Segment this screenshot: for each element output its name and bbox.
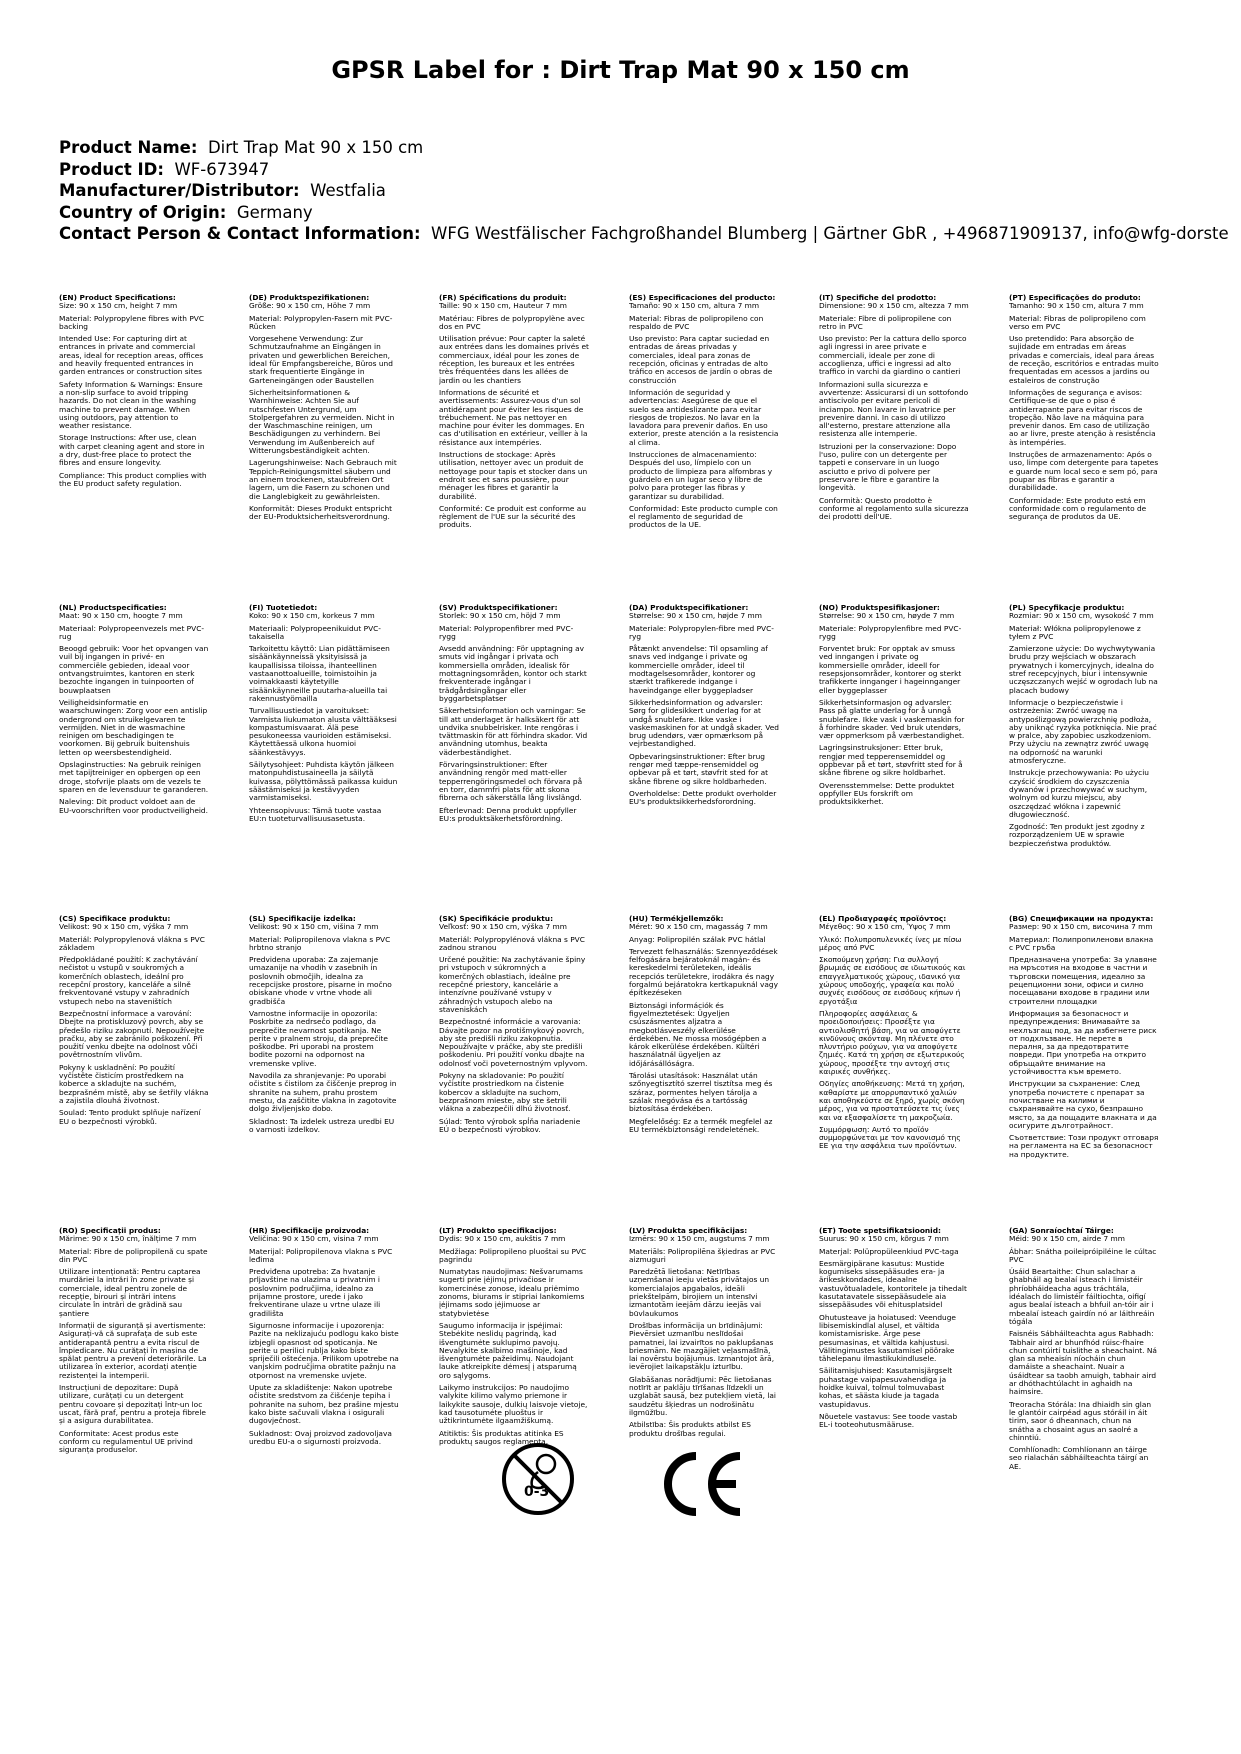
spec-heading: (ET) Toote spetsifikatsioonid: xyxy=(819,1227,941,1235)
spec-paragraph: Compliance: This product complies with the EU product safety regulation. xyxy=(59,470,207,488)
spec-paragraph: Sigurnosne informacije i upozorenja: Pazite na neklizajuću podlogu kako biste izbjegli opasnost od spoticanja. Ne perite u perilici rublja kako biste spriječili oštećenja. Prilikom upotrebe na vanjskim područjima obratite pažnju na otpornost na vremenske uvjete. xyxy=(249,1320,399,1380)
spec-paragraph: Uso previsto: Para captar suciedad en entradas de áreas privadas y comerciales, ideal para zonas de recepción, oficinas y entradas de alto tráfico en accesos de jardín o obras de construcción xyxy=(629,334,773,385)
spec-paragraph: Paredzētā lietošana: Netīrības uzņemšanai ieeju vietās privātajos un komercialajos apgabalos, ideāli priekštelpām, birojiem un intensīvi izmantotām ieejām dārzu ieejās vai būvlaukumos xyxy=(629,1267,770,1318)
info-row xyxy=(59,137,1241,159)
spec-paragraph: Rozmiar: 90 x 150 cm, wysokość 7 mm xyxy=(1009,611,1154,621)
spec-heading: (NL) Productspecificaties: xyxy=(59,604,167,612)
spec-heading: (CS) Specifikace produktu: xyxy=(59,915,171,923)
spec-paragraph: Informações de segurança e avisos: Certifique-se de que o piso é antiderrapante para evitar riscos de tropeção. Não lave na máquina para prevenir danos. Em caso de utilização ao ar livre, preste atenção à resistência às intempéries. xyxy=(1009,387,1156,447)
spec-heading: (LT) Produkto specifikacijos: xyxy=(439,1227,557,1235)
spec-heading: (NO) Produktspesifikasjoner: xyxy=(819,604,940,612)
spec-paragraph: Velikost: 90 x 150 cm, výška 7 mm xyxy=(59,922,189,932)
spec-paragraph: Instructions de stockage: Après utilisation, nettoyer avec un produit de nettoyage pour tapis et stocker dans un endroit sec et sans poussière, pour ménager les fibres et garantir la durabilité. xyxy=(439,450,588,501)
spec-heading: (PL) Specyfikacje produktu: xyxy=(1009,604,1125,612)
spec-paragraph: Bezpečnostní informace a varování: Dbejte na protiskluzový povrch, aby se předešlo riziku zakopnutí. Nepoužívejte pračku, aby se zabránilo poškození. Při použití venku dbejte na odolnost vůči povětrnostním vlivům. xyxy=(59,1008,205,1060)
spec-paragraph: Съответствие: Този продукт отговаря на регламента на ЕС за безопасност на продуктите. xyxy=(1009,1133,1159,1159)
spec-paragraph: Súlad: Tento výrobok spĺňa nariadenie EÚ o bezpečnosti výrobkov. xyxy=(439,1116,581,1134)
info-key: Product Name: xyxy=(59,138,198,157)
spec-paragraph: Dimensione: 90 x 150 cm, altezza 7 mm xyxy=(819,301,969,311)
spec-paragraph: Πληροφορίες ασφάλειας & προειδοποιήσεις: Προσέξτε για αντιολισθητή βάση, για να αποφύγετε κινδύνους σκόνταψ. Μη πλένετε στο πλυντήριο ρούχων, για να αποφύγετε ζημιές. Κατά τη χρήση σε εξωτερικούς χώρους, προσέξτε την αντοχή στις καιρικές συνθήκες. xyxy=(819,1008,965,1077)
spec-paragraph: Upute za skladištenje: Nakon upotrebe očistite sredstvom za čišćenje tepiha i pohranite na suhom, bez prašine mjestu kako biste sačuvali vlakna i osigurali dugovječnost. xyxy=(249,1383,399,1426)
spec-paragraph: Sicherheitsinformationen & Warnhinweise: Achten Sie auf rutschfesten Untergrund, um Stolpergefahren zu vermeiden. Nicht in der Waschmaschine reinigen, um Beschädigungen zu verhindern. Bei Verwendung im Außenbereich auf Witterungsbeständigkeit achten. xyxy=(249,387,395,456)
spec-paragraph: Materjal: Polüpropüleenkiud PVC-taga xyxy=(819,1246,959,1256)
spec-heading: (FR) Spécifications du produit: xyxy=(439,294,567,302)
spec-block xyxy=(59,604,209,915)
spec-paragraph: Sukladnost: Ovaj proizvod zadovoljava uredbu EU-a o sigurnosti proizvoda. xyxy=(249,1428,392,1446)
spec-paragraph: Materiaali: Polypropeenikuidut PVC-takaisella xyxy=(249,623,381,641)
spec-paragraph: Tamanho: 90 x 150 cm, altura 7 mm xyxy=(1009,301,1144,311)
spec-paragraph: Laikymo instrukcijos: Po naudojimo valykite kilimo valymo priemone ir laikykite sausoje, dulkių laisvoje vietoje, kad tausotumėte pluoštus ir užtikrintumėte ilgaamžiškumą. xyxy=(439,1383,588,1426)
spec-paragraph: Materiale: Fibre di polipropilene con retro in PVC xyxy=(819,313,952,331)
spec-heading: (ES) Especificaciones del producto: xyxy=(629,294,776,302)
spec-paragraph: Treoracha Stórála: Ina dhiaidh sin glan le glantóir cairpéad agus stóráil in áit tirim, saor ó dheannach, chun na snátha a chosaint agus an saolré a chinntiú. xyxy=(1009,1399,1152,1442)
compliance-marks xyxy=(0,1430,1241,1550)
spec-paragraph: Lagringsinstruksjoner: Etter bruk, rengjør med tepperensemiddel og oppbevar på et tørt, støvfritt sted for å skåne fibrene og sikre holdbarhet. xyxy=(819,743,963,778)
spec-paragraph: Säilitamisjuhised: Kasutamisjärgselt puhastage vaipapesuvahendiga ja hoidke kuival, tolmul tolmuvabast kohas, et säästa kiude ja tagada vastupidavus. xyxy=(819,1366,953,1409)
info-key: Contact Person & Contact Information: xyxy=(59,224,421,243)
spec-paragraph: Συμμόρφωση: Αυτό το προϊόν συμμορφώνεται με τον κανονισμό της ΕΕ για την ασφάλεια των προϊόντων. xyxy=(819,1124,961,1151)
spec-paragraph: Tamaño: 90 x 150 cm, altura 7 mm xyxy=(629,301,760,311)
spec-paragraph: Uso previsto: Per la cattura dello sporco agli ingressi in aree private e commerciali, ideale per zone di accoglienza, uffici e ingressi ad alto traffico in varchi da giardino o cantieri xyxy=(819,334,967,377)
spec-paragraph: Taille: 90 x 150 cm, Hauteur 7 mm xyxy=(439,301,567,311)
info-value: Westfalia xyxy=(310,181,386,200)
spec-paragraph: Sikkerhetsinformasjon og advarsler: Pass på glatte underlag for å unngå snublefare. Ikke vask i vaskemaskin for å forhindre skader. Ved bruk utendørs, vær oppmerksom på værbestandighet. xyxy=(819,697,965,741)
spec-block xyxy=(249,915,399,1227)
spec-paragraph: Informații de siguranță și avertismente: Asigurați-vă că suprafața de sub este antiderapantă pentru a evita riscul de împiedicare. Nu curățați în mașina de spălat pentru a preveni deteriorările. La utilizarea în exterior, acordați atenție rezistenței la intemperii. xyxy=(59,1320,207,1380)
info-value: WFG Westfälischer Fachgroßhandel Blumberg | Gärtner GbR , +496871909137, info@wfg-dorste xyxy=(431,224,1229,243)
spec-paragraph: Nõuetele vastavus: See toode vastab EL-i tooteohutusmääruse. xyxy=(819,1411,958,1430)
info-value: Dirt Trap Mat 90 x 150 cm xyxy=(207,138,424,157)
spec-paragraph: Conformitate: Acest produs este conform cu regulamentul UE privind siguranța produselor. xyxy=(59,1428,193,1455)
spec-paragraph: Maat: 90 x 150 cm, hoogte 7 mm xyxy=(59,611,183,621)
spec-paragraph: Glabāšanas norādījumi: Pēc lietošanas notīrīt ar paklāju tīrīšanas līdzekli un uzglabāt sausā, bez putekļiem vietā, lai saudzētu šķiedras un nodrošinātu ilgmūžību. xyxy=(629,1374,776,1417)
spec-paragraph: Инструкции за съхранение: След употреба почистете с препарат за почистване на килими и съхранявайте на сухо, безпрашно място, за да пощадите влакната и да осигурите дълготрайност. xyxy=(1009,1079,1157,1130)
spec-paragraph: Koko: 90 x 150 cm, korkeus 7 mm xyxy=(249,611,375,621)
spec-paragraph: Material: Polipropilenova vlakna s PVC hrbtno stranjo xyxy=(249,934,391,952)
spec-paragraph: Størrelse: 90 x 150 cm, høyde 7 mm xyxy=(819,611,955,621)
spec-paragraph: Utilizare intenționată: Pentru captarea murdăriei la intrări în zone private și comerciale, ideal pentru zonele de recepție, birouri și intrări intens circulate în intrări de grădină sau șantiere xyxy=(59,1267,201,1318)
spec-heading: (HU) Termékjellemzők: xyxy=(629,915,724,923)
spec-paragraph: Turvallisuustiedot ja varoitukset: Varmista liukumaton alusta välttääksesi kompastumisvaarat. Älä pese pesukoneessa vaurioiden estämiseksi. Käytettäessä ulkona huomioi säänkestävyys. xyxy=(249,706,397,757)
spec-heading: (FI) Tuotetiedot: xyxy=(249,604,318,612)
spec-paragraph: Σκοπούμενη χρήση: Για συλλογή βρωμιάς σε εισόδους σε ιδιωτικούς και επαγγελματικούς χώρους, ιδανικό για χώρους υποδοχής, γραφεία και πολύ συχνές εισόδους σε εισόδους κήπων ή εργοτάξια xyxy=(819,955,966,1006)
svg-text:0-3: 0-3 xyxy=(524,1484,550,1500)
spec-paragraph: Drošības informācija un brīdinājumi: Pievērsiet uzmanību neslīdošai pamatnei, lai izvairītos no paklupšanas briesmām. Ne mazgājiet veļasmašīnā, lai novērstu bojājumus. Izmantojot ārā, ievērojiet laikapstākļu izturību. xyxy=(629,1320,775,1372)
spec-paragraph: Conformidade: Este produto está em conformidade com o regulamento de segurança de produtos da UE. xyxy=(1009,495,1147,522)
spec-block xyxy=(59,915,209,1227)
spec-paragraph: Информация за безопасност и предупреждения: Внимавайте за нехлъзгащ под, за да избегнете риск от подхлъзване. Не перете в пералня, за да предотвратите повреди. При употреба на открито обръщайте внимание на устойчивостта към времето. xyxy=(1009,1008,1157,1077)
spec-paragraph: Lagerungshinweise: Nach Gebrauch mit Teppich-Reinigungsmittel säubern und an einem trockenen, staubfreien Ort lagern, um die Fasern zu schonen und die Langlebigkeit zu gewährleisten. xyxy=(249,458,397,501)
spec-paragraph: Numatytas naudojimas: Nešvarumams sugerti prie įėjimų privačiose ir komercinėse zonose, idealu priėmimo zonoms, biurams ir stipriai lankomiems įėjimams sodo įėjimuose ar statybvietėse xyxy=(439,1267,585,1318)
spec-block xyxy=(249,294,399,604)
spec-paragraph: Overensstemmelse: Dette produktet oppfyller EUs forskrift om produktsikkerhet. xyxy=(819,780,955,807)
spec-paragraph: Veľkosť: 90 x 150 cm, výška 7 mm xyxy=(439,922,567,932)
spec-paragraph: Informations de sécurité et avertissements: Assurez-vous d'un sol antidérapant pour éviter les risques de trébuchement. Ne pas nettoyer en machine pour éviter les dommages. En cas d'utilisation en extérieur, veiller à la résistance aux intempéries. xyxy=(439,387,588,447)
info-value: Germany xyxy=(236,202,313,222)
spec-paragraph: Pokyny k uskladnění: Po použití vyčistěte čisticím prostředkem na koberce a skladujte na suchém, bezprašném místě, aby se šetřily vlákna a zajistila dlouhá životnost. xyxy=(59,1062,209,1105)
spec-block xyxy=(249,604,399,915)
spec-paragraph: Påtænkt anvendelse: Til opsamling af snavs ved indgange i private og kommercielle områder, ideel til modtagelsesområder, kontorer og stærkt trafikerede indgange i haveindgange eller byggepladser xyxy=(629,644,768,695)
spec-heading: (SL) Specifikacije izdelka: xyxy=(249,915,356,923)
info-key: Manufacturer/Distributor: xyxy=(59,181,300,200)
spec-paragraph: Anyag: Polipropilén szálak PVC hátlal xyxy=(629,934,766,944)
spec-paragraph: Conformidad: Este producto cumple con el reglamento de seguridad de productos de la UE. xyxy=(629,503,778,530)
spec-paragraph: Úsáid Beartaithe: Chun salachar a ghabháil ag bealaí isteach i limistéir phríobháideacha agus tráchtála, idéalach do limistéir fáiltiochta, oifigí agus bealaí isteach a bhfuil an-tóir air i mbealaí isteach gairdín nó ar láithreáin tógála xyxy=(1009,1267,1155,1326)
spec-paragraph: Intended Use: For capturing dirt at entrances in private and commercial areas, ideal for reception areas, offices and heavily frequented entrances in garden entrances or construction sites xyxy=(59,334,204,377)
spec-paragraph: Určené použitie: Na zachytávanie špiny pri vstupoch v súkromných a komerčných oblastiach, ideálne pre recepčné priestory, kancelárie a intenzívne používané vstupy v záhradných vstupoch alebo na staveniskách xyxy=(439,955,586,1014)
spec-block xyxy=(819,915,969,1227)
spec-paragraph: Saugumo informacija ir įspėjimai: Stebėkite neslidų pagrindą, kad išvengtumėte suklupimo pavojų. Nevalykite skalbimo mašinoje, kad išvengtumėte pažeidimų. Naudojant lauke atkreipkite dėmesį į atsparumą oro sąlygoms. xyxy=(439,1320,577,1380)
spec-paragraph: Información de seguridad y advertencias: Asegúrese de que el suelo sea antideslizante para evitar riesgos de tropiezos. No lavar en la lavadora para prevenir daños. En uso exterior, preste atención a la resistencia al clima. xyxy=(629,387,779,447)
spec-block xyxy=(819,294,969,604)
info-row xyxy=(59,159,1241,181)
spec-paragraph: Beoogd gebruik: Voor het opvangen van vuil bij ingangen in privé- en commerciële gebieden, ideaal voor ontvangstruimtes, kantoren en sterk bezochte ingangen in tuinpoorten of bouwplaatsen xyxy=(59,644,209,695)
info-key: Product ID: xyxy=(59,159,164,179)
spec-paragraph: Avsedd användning: För upptagning av smuts vid ingångar i privata och kommersiella områden, idealisk för mottagningsområden, kontor och starkt frekventerade ingångar i trädgårdsingångar eller byggarbetsplatser xyxy=(439,644,587,703)
spec-paragraph: Material: Fibras de polipropileno com verso em PVC xyxy=(1009,313,1146,331)
spec-heading: (HR) Specifikacije proizvoda: xyxy=(249,1227,370,1235)
spec-paragraph: Materiāls: Polipropilēna šķiedras ar PVC aizmuguri xyxy=(629,1246,776,1264)
product-info xyxy=(59,137,1241,245)
spec-paragraph: Zgodność: Ten produkt jest zgodny z rozporządzeniem UE w sprawie bezpieczeństwa produktów. xyxy=(1009,822,1145,848)
spec-paragraph: Zamierzone użycie: Do wychwytywania brudu przy wejściach w obszarach prywatnych i komercyjnych, idealna do stref recepcyjnych, biur i intensywnie uczęszczanych wejść w ogrodach lub na placach budowy xyxy=(1009,644,1158,695)
spec-paragraph: Storlek: 90 x 150 cm, höjd 7 mm xyxy=(439,611,561,621)
spec-paragraph: Säilytysohjeet: Puhdista käytön jälkeen matonpuhdistusaineella ja säilytä kuivassa, pölyttömässä paikassa kuidun säästämiseksi ja kestävyyden varmistamiseksi. xyxy=(249,760,398,803)
spec-paragraph: Ábhar: Snátha poileipróipiléine le cúltac PVC xyxy=(1009,1246,1157,1264)
spec-paragraph: Informacje o bezpieczeństwie i ostrzeżenia: Zwróć uwagę na antypoślizgową powierzchnię podłoża, aby uniknąć ryzyka potknięcia. Nie prać w pralce, aby zapobiec uszkodzeniom. Przy użyciu na zewnątrz zwróć uwagę na odporność na warunki atmosferyczne. xyxy=(1009,697,1157,766)
spec-paragraph: Skladnost: Ta izdelek ustreza uredbi EU o varnosti izdelkov. xyxy=(249,1116,395,1134)
spec-heading: (PT) Especificações do produto: xyxy=(1009,294,1141,302)
spec-paragraph: Material: Fibre de polipropilenă cu spate din PVC xyxy=(59,1246,208,1264)
spec-paragraph: Bezpečnostné informácie a varovania: Dávajte pozor na protišmykový povrch, aby ste predišli riziku zakopnutia. Nepoužívajte v práčke, aby ste predišli poškodeniu. Pri použití vonku dbajte na odolnosť voči poveternostným vplyvom. xyxy=(439,1017,588,1068)
spec-paragraph: Οδηγίες αποθήκευσης: Μετά τη χρήση, καθαρίστε με απορρυπαντικό χαλιών και αποθηκεύστε σε ξηρό, χωρίς σκόνη μέρος, για να προστατεύσετε τις ίνες και να εξασφαλίσετε τη μακροζωία. xyxy=(819,1079,965,1122)
spec-paragraph: Megfelelőség: Ez a termék megfelel az EU termékbiztonsági rendeletének. xyxy=(629,1116,773,1134)
spec-block xyxy=(629,294,779,604)
spec-paragraph: Forventet bruk: For opptak av smuss ved inngangen i private og kommersielle områder, ideell for resepsjonsområder, kontorer og sterkt trafikkerte innganger i hageinnganger eller byggeplasser xyxy=(819,644,962,695)
spec-block xyxy=(629,604,779,915)
spec-paragraph: Material: Polypropylene fibres with PVC backing xyxy=(59,313,205,331)
spec-block xyxy=(439,915,589,1227)
spec-paragraph: Atbilstība: Šis produkts atbilst ES produktu drošības regulai. xyxy=(629,1420,751,1438)
spec-paragraph: Predviđena upotreba: Za hvatanje prljavštine na ulazima u privatnim i poslovnim područjima, idealno za prijamne prostore, urede i jako frekventirane ulaze u vrtne ulaze ili gradilišta xyxy=(249,1267,381,1318)
info-row xyxy=(59,223,1241,245)
spec-paragraph: Conformità: Questo prodotto è conforme al regolamento sulla sicurezza dei prodotti dell'UE. xyxy=(819,495,969,522)
ce-mark-icon xyxy=(660,1450,744,1522)
info-value: WF-673947 xyxy=(174,159,270,179)
spec-block xyxy=(1009,915,1159,1227)
spec-heading: (GA) Sonraíochtaí Táirge: xyxy=(1009,1227,1114,1235)
spec-paragraph: Förvaringsinstruktioner: Efter användning rengör med matt-eller tepperrengöringsmedel och förvara på en torr, dammfri plats för att skona fibrerna och säkerställa lång livslängd. xyxy=(439,760,583,803)
spec-paragraph: Instruções de armazenamento: Após o uso, limpe com detergente para tapetes e guarde num local seco e sem pó, para poupar as fibras e garantir a durabilidade. xyxy=(1009,450,1159,493)
spec-paragraph: Tervezett felhasználás: Szennyeződések felfogására bejáratoknál magán- és kereskedelmi területeken, ideális recepciós területekre, irodákra és nagy forgalmú bejáratokra kertkapuknál vagy építkezéseken xyxy=(629,946,778,998)
spec-paragraph: Medžiaga: Polipropileno pluoštai su PVC pagrindu xyxy=(439,1246,587,1264)
spec-paragraph: Material: Fibras de polipropileno con respaldo de PVC xyxy=(629,313,764,331)
spec-heading: (RO) Specificații produs: xyxy=(59,1227,161,1235)
spec-paragraph: Yhteensopivuus: Tämä tuote vastaa EU:n tuoteturvallisuusasetusta. xyxy=(249,805,382,823)
spec-block xyxy=(439,294,589,604)
spec-paragraph: Predvidena uporaba: Za zajemanje umazanije na vhodih v zasebnih in poslovnih območjih, idealna za recepcijske prostore, pisarne in močno obiskane vhode v vrtne vhode ali gradbišča xyxy=(249,955,392,1006)
spec-paragraph: Materiaal: Polypropeenvezels met PVC-rug xyxy=(59,623,205,641)
spec-paragraph: Informazioni sulla sicurezza e avvertenze: Assicurarsi di un sottofondo antiscivolo per evitare pericoli di inciampo. Non lavare in lavatrice per prevenire danni. In caso di utilizzo all'esterno, prestare attenzione alla resistenza alle intemperie. xyxy=(819,379,969,439)
spec-paragraph: Soulad: Tento produkt splňuje nařízení EU o bezpečnosti výrobků. xyxy=(59,1108,201,1126)
spec-paragraph: Navodila za shranjevanje: Po uporabi očistite s čistilom za čiščenje preprog in shranite na suhem, prahu prostem mestu, da zaščitite vlakna in zagotovite dolgo življenjsko dobo. xyxy=(249,1071,397,1114)
spec-paragraph: Instrucciones de almacenamiento: Después del uso, límpielo con un producto de limpieza para alfombras y guárdelo en un lugar seco y libre de polvo para proteger las fibras y garantizar su durabilidad. xyxy=(629,450,773,501)
spec-paragraph: Utilisation prévue: Pour capter la saleté aux entrées dans les domaines privés et commerciaux, idéal pour les zones de réception, les bureaux et les entrées très fréquentées dans les allées de jardin ou les chantiers xyxy=(439,334,589,385)
spec-paragraph: Předpokládané použití: K zachytávání nečistot u vstupů v soukromých a komerčních oblastech, ideální pro recepční prostory, kanceláře a silně frekventované vstupy v zahradních vstupech nebo na staveništích xyxy=(59,955,198,1006)
spec-paragraph: Υλικό: Πολυπροπυλενικές ίνες με πίσω μέρος από PVC xyxy=(819,934,962,952)
spec-paragraph: Materiál: Polypropylenová vlákna s PVC základem xyxy=(59,934,205,952)
age-warning-0-3-icon xyxy=(500,1434,576,1528)
spec-paragraph: Pokyny na skladovanie: Po použití vyčistite prostriedkom na čistenie kobercov a skladujte na suchom, bezprašnom mieste, aby ste šetrili vlákna a zabezpečili dlhú životnosť. xyxy=(439,1071,571,1114)
spec-heading: (DE) Produktspezifikationen: xyxy=(249,294,370,302)
spec-paragraph: Material: Polypropylen-Fasern mit PVC-Rücken xyxy=(249,313,393,331)
spec-paragraph: Tarkoitettu käyttö: Lian pidättämiseen sisäänkäynneissä yksityisissä ja kaupallisissa tiloissa, ihanteellinen vastaanottoalueille, toimistoihin ja voimakkaasti käytetyille sisäänkäynneille puutarha-alueilla tai rakennustyömailla xyxy=(249,644,390,703)
spec-paragraph: Size: 90 x 150 cm, height 7 mm xyxy=(59,301,178,311)
spec-block xyxy=(59,294,209,604)
spec-paragraph: Méret: 90 x 150 cm, magasság 7 mm xyxy=(629,922,768,932)
spec-paragraph: Sikkerhedsinformation og advarsler: Sørg for glidesikkert underlag for at undgå snublefare. Ikke vaske i vaskemaskinen for at undgå skader. Ved brug udendørs, vær opmærksom på vejrbestandighed. xyxy=(629,697,779,749)
spec-heading: (LV) Produkta specifikācijas: xyxy=(629,1227,748,1235)
spec-heading: (SK) Špecifikácie produktu: xyxy=(439,915,554,923)
spec-paragraph: Materijal: Polipropilenova vlakna s PVC leđima xyxy=(249,1246,393,1264)
page-title: GPSR Label for : Dirt Trap Mat 90 x 150 cm xyxy=(331,56,910,84)
info-key: Country of Origin: xyxy=(59,202,227,222)
spec-paragraph: Материал: Полипропиленови влакна с PVC гръба xyxy=(1009,934,1154,952)
spec-heading: (DA) Produktspecifikationer: xyxy=(629,604,749,612)
spec-paragraph: Materiale: Polypropylen-fibre med PVC-ryg xyxy=(629,623,774,641)
spec-heading: (EL) Προδιαγραφές προϊόντος: xyxy=(819,915,947,923)
spec-paragraph: Materiál: Polypropylénová vlákna s PVC zadnou stranou xyxy=(439,934,585,952)
spec-paragraph: Materiał: Włókna polipropylenowe z tyłem z PVC xyxy=(1009,623,1141,641)
info-row xyxy=(59,202,1241,224)
spec-paragraph: Instrukcje przechowywania: Po użyciu czyścić środkiem do czyszczenia dywanów i przechowywać w suchym, wolnym od kurzu miejscu, aby oszczędzać włókna i zapewnić długowieczność. xyxy=(1009,768,1149,819)
spec-block xyxy=(439,604,589,915)
spec-paragraph: Istruzioni per la conservazione: Dopo l'uso, pulire con un detergente per tappeti e conservare in un luogo asciutto e privo di polvere per preservare le fibre e garantire la longevità. xyxy=(819,441,957,493)
spec-paragraph: Biztonsági információk és figyelmeztetések: Ügyeljen csúszásmentes aljzatra a megbotlásveszély elkerülése érdekében. Ne mossa mosógépben a károk elkerülése érdekében. Kültéri használatnál ügyeljen az időjárásállóságra. xyxy=(629,1000,767,1068)
spec-paragraph: Предназначена употреба: За улавяне на мръсотия на входове в частни и търговски помещения, идеално за рецепционни зони, офиси и силно посещавани входове в градини или строителни площадки xyxy=(1009,955,1157,1006)
spec-paragraph: Comhlíonadh: Comhlíonann an táirge seo rialachán sábháilteachta táirgí an AE. xyxy=(1009,1445,1149,1471)
spec-block xyxy=(629,915,779,1227)
spec-paragraph: Izmērs: 90 x 150 cm, augstums 7 mm xyxy=(629,1234,770,1244)
info-row xyxy=(59,180,1241,202)
spec-paragraph: Overholdelse: Dette produkt overholder EU's produktsikkerhedsforordning. xyxy=(629,788,777,807)
spec-paragraph: Opslaginstructies: Na gebruik reinigen met tapijtreiniger en opbergen op een droge, stofvrije plaats om de vezels te sparen en de levensduur te garanderen. xyxy=(59,760,209,794)
spec-paragraph: Opbevaringsinstruktioner: Efter brug rengør med tæppe-rensemiddel og opbevar på et tørt, støvfrit sted for at skåne fibrene og sikre holdbarheden. xyxy=(629,751,769,786)
spec-paragraph: Veličina: 90 x 150 cm, visina 7 mm xyxy=(249,1234,379,1244)
spec-paragraph: Faisnéis Sábháilteachta agus Rabhadh: Tabhair aird ar bhunfhód rúisc-fhaire chun contúirtí tuislithe a sheachaint. Ná glan sa mheaisín níocháin chun damáiste a sheachaint. Nuair a úsáidtear sa taobh amuigh, tabhair aird ar dhóthachtúlacht in aghaidh na haimsire. xyxy=(1009,1329,1157,1397)
spec-paragraph: Eesmärgipärane kasutus: Mustide kogumiseks sissepääsudes era- ja ärikeskkondades, ideaalne vastuvõtualadele, kontoritele ja tihedalt kasutatavatele sissepääsudele aia sissepääsudes või ehitusplatsidel xyxy=(819,1258,967,1310)
spec-paragraph: Storage Instructions: After use, clean with carpet cleaning agent and store in a dry, dust-free place to protect the fibres and ensure longevity. xyxy=(59,433,205,468)
spec-paragraph: Vorgesehene Verwendung: Zur Schmutzaufnahme an Eingängen in privaten und gewerblichen Bereichen, ideal für Empfangsbereiche, Büros und stark frequentierte Eingänge in Garteneingängen oder Baustellen xyxy=(249,334,393,385)
spec-paragraph: Größe: 90 x 150 cm, Höhe 7 mm xyxy=(249,301,371,311)
spec-paragraph: Naleving: Dit product voldoet aan de EU-voorschriften voor productveiligheid. xyxy=(59,797,208,815)
spec-block xyxy=(1009,604,1159,915)
spec-paragraph: Μέγεθος: 90 x 150 cm, Ύψος 7 mm xyxy=(819,922,951,932)
spec-paragraph: Varnostne informacije in opozorila: Poskrbite za nedrsečo podlago, da preprečite nevarnost spotikanja. Ne perite v pralnem stroju, da preprečite poškodbe. Pri uporabi na prostem bodite pozorni na odpornost na vremenske vplive. xyxy=(249,1008,388,1068)
spec-paragraph: Conformité: Ce produit est conforme au règlement de l'UE sur la sécurité des produits. xyxy=(439,503,587,530)
spec-block xyxy=(1009,294,1159,604)
spec-block xyxy=(819,604,969,915)
spec-paragraph: Размер: 90 x 150 cm, височина 7 mm xyxy=(1009,922,1153,932)
spec-paragraph: Matériau: Fibres de polypropylène avec dos en PVC xyxy=(439,313,585,331)
spec-paragraph: Atitiktis: Šis produktas atitinka ES produktų saugos reglamentą. xyxy=(439,1428,564,1446)
spec-paragraph: Material: Polypropenfibrer med PVC-rygg xyxy=(439,623,574,641)
spec-paragraph: Safety Information & Warnings: Ensure a non-slip surface to avoid tripping hazards. Do not clean in the washing machine to prevent damage. When using outdoors, pay attention to weather resistance. xyxy=(59,379,203,431)
spec-paragraph: Veiligheidsinformatie en waarschuwingen: Zorg voor een antislip ondergrond om struikelgevaren te vermijden. Niet in de wasmachine reinigen om beschadigingen te voorkomen. Bij gebruik buitenshuis letten op weersbestendigheid. xyxy=(59,697,208,757)
spec-paragraph: Säkerhetsinformation och varningar: Se till att underlaget är halksäkert för att undvika snubbelrisker. Inte rengöras i tvättmaskin för att förhindra skador. Vid användning utomhus, beakta väderbeständighet. xyxy=(439,706,588,757)
spec-paragraph: Instrucțiuni de depozitare: După utilizare, curățați cu un detergent pentru covoare și depozitați într-un loc uscat, fără praf, pentru a proteja fibrele și a asigura durabilitatea. xyxy=(59,1383,206,1426)
spec-paragraph: Materiale: Polypropylenfibre med PVC-rygg xyxy=(819,623,962,641)
spec-paragraph: Suurus: 90 x 150 cm, kõrgus 7 mm xyxy=(819,1234,949,1244)
spec-paragraph: Uso pretendido: Para absorção de sujidade em entradas em áreas privadas e comerciais, ideal para áreas de receção, escritórios e entradas muito frequentadas em acessos a jardins ou estaleiros de construção xyxy=(1009,334,1159,385)
spec-paragraph: Mărime: 90 x 150 cm, înălțime 7 mm xyxy=(59,1234,197,1244)
spec-paragraph: Tárolási utasítások: Használat után szőnyegtisztító szerrel tisztítsa meg és száraz, pormentes helyen tárolja a szálak megóvása és a tartósság biztosítása érdekében. xyxy=(629,1071,773,1114)
spec-heading: (EN) Product Specifications: xyxy=(59,294,176,302)
spec-heading: (BG) Спецификации на продукта: xyxy=(1009,915,1154,923)
spec-paragraph: Størrelse: 90 x 150 cm, højde 7 mm xyxy=(629,611,762,621)
spec-paragraph: Dydis: 90 x 150 cm, aukštis 7 mm xyxy=(439,1234,566,1244)
spec-paragraph: Konformität: Dieses Produkt entspricht der EU-Produktsicherheitsverordnung. xyxy=(249,503,393,522)
spec-paragraph: Méid: 90 x 150 cm, airde 7 mm xyxy=(1009,1234,1125,1244)
spec-heading: (IT) Specifiche del prodotto: xyxy=(819,294,937,302)
spec-paragraph: Velikost: 90 x 150 cm, višina 7 mm xyxy=(249,922,379,932)
spec-paragraph: Ohutusteave ja hoiatused: Veenduge libisemiskindlal alusel, et vältida komistamisriske. Ärge pese pesumasinas, et vältida kahjustusi. Välitingimustes kasutamisel pöörake tähelepanu ilmastikukindlusele. xyxy=(819,1312,956,1364)
spec-grid xyxy=(59,294,1241,1527)
spec-paragraph: Efterlevnad: Denna produkt uppfyller EU:s produktsäkerhetsförordning. xyxy=(439,805,577,823)
spec-heading: (SV) Produktspecifikationer: xyxy=(439,604,558,612)
